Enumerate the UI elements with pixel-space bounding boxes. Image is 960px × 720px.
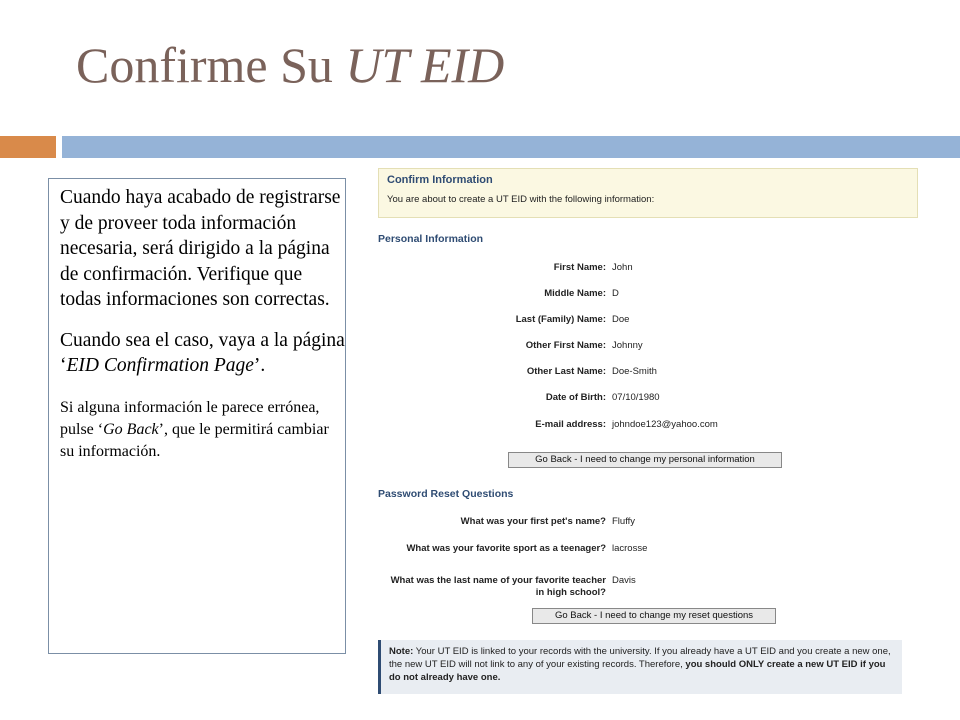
p3-post: ’, que le permitirá cambiar su información. bbox=[60, 420, 329, 460]
field-row-middle-name bbox=[372, 288, 924, 302]
field-value: Doe bbox=[612, 314, 630, 325]
field-row-other-first-name bbox=[372, 340, 924, 354]
accent-bar-orange bbox=[0, 136, 56, 158]
go-back-personal-button[interactable]: Go Back - I need to change my personal information bbox=[508, 452, 782, 468]
question-label-pet: What was your first pet's name? bbox=[460, 516, 606, 527]
password-reset-heading: Password Reset Questions bbox=[378, 488, 514, 500]
field-value: 07/10/1980 bbox=[612, 392, 660, 403]
note-label: Note: bbox=[389, 646, 414, 657]
field-value: johndoe123@yahoo.com bbox=[612, 419, 718, 430]
instructions-paragraph-2 bbox=[60, 328, 345, 379]
field-row-other-last-name bbox=[372, 366, 924, 380]
field-label: Other Last Name: bbox=[526, 366, 606, 377]
question-label-sport: What was your favorite sport as a teenager? bbox=[406, 543, 606, 554]
field-row-first-name bbox=[372, 262, 924, 276]
field-row-date-of-birth bbox=[372, 392, 924, 406]
question-label-teacher: What was the last name of your favorite teacher in high school? bbox=[390, 575, 606, 598]
answer-value-teacher: Davis bbox=[612, 575, 636, 586]
field-value: D bbox=[612, 288, 619, 299]
field-label: First Name: bbox=[553, 262, 606, 273]
note-text: Your UT EID is linked to your records with the university. If you already have a UT EID and you create a new one, the new UT EID will not link to any of your existing records. Therefore, bbox=[389, 646, 891, 670]
p3-italic: Go Back bbox=[103, 420, 159, 438]
confirm-info-box bbox=[378, 168, 918, 218]
field-row-email bbox=[372, 419, 924, 433]
eid-note bbox=[378, 640, 902, 694]
p2-post: ’. bbox=[253, 355, 266, 376]
field-label: Last (Family) Name: bbox=[515, 314, 606, 325]
slide-title-plain: Confirme Su bbox=[76, 37, 346, 93]
slide-title-italic: UT EID bbox=[345, 37, 505, 93]
note-bold-text: you should ONLY create a new UT EID if you do not already have one. bbox=[389, 659, 886, 683]
accent-bar-blue bbox=[62, 136, 960, 158]
p3-pre: Si alguna información le parece errónea, pulse ‘ bbox=[60, 398, 320, 438]
field-value: Doe-Smith bbox=[612, 366, 657, 377]
instructions-paragraph-1: Cuando haya acabado de registrarse y de proveer toda información necesaria, será dirigido a la página de confirmación. Verifique que todas informaciones son correctas. bbox=[60, 187, 341, 310]
confirm-info-subtitle: You are about to create a UT EID with the following information: bbox=[387, 194, 655, 205]
go-back-reset-questions-button[interactable]: Go Back - I need to change my reset questions bbox=[532, 608, 776, 624]
slide-title bbox=[76, 36, 504, 94]
field-value: Johnny bbox=[612, 340, 643, 351]
field-row-last-name bbox=[372, 314, 924, 328]
instructions-textbox bbox=[48, 178, 346, 654]
personal-info-heading: Personal Information bbox=[378, 233, 484, 245]
field-label: Other First Name: bbox=[525, 340, 606, 351]
field-label: Middle Name: bbox=[544, 288, 606, 299]
instructions-paragraph-3 bbox=[60, 397, 345, 463]
answer-value-sport: lacrosse bbox=[612, 543, 648, 554]
field-label: Date of Birth: bbox=[545, 392, 606, 403]
confirm-info-title: Confirm Information bbox=[387, 174, 493, 186]
eid-confirmation-screenshot bbox=[372, 164, 924, 698]
field-label: E-mail address: bbox=[535, 419, 606, 430]
p2-pre: Cuando sea el caso, vaya a la página ‘ bbox=[60, 329, 345, 376]
answer-value-pet: Fluffy bbox=[612, 516, 636, 527]
field-value: John bbox=[612, 262, 633, 273]
p2-italic: EID Confirmation Page bbox=[66, 355, 254, 376]
